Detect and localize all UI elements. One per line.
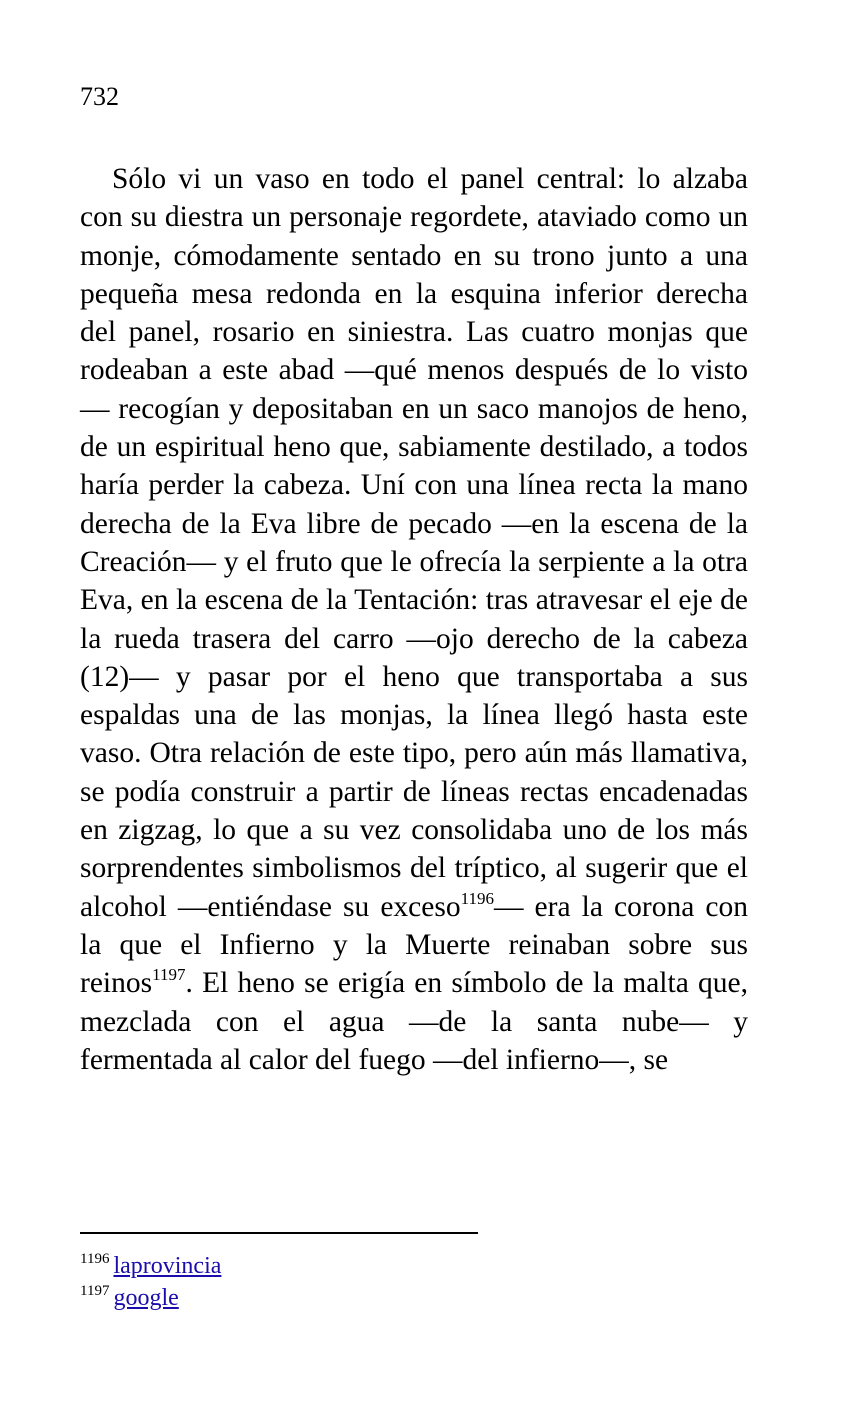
page-number: 732 — [80, 82, 119, 111]
footnote-link-google[interactable]: google — [113, 1285, 179, 1311]
footnote-number: 1197 — [80, 1283, 110, 1299]
footnote-ref-1196[interactable]: 1196 — [460, 888, 494, 908]
body-text-part-1: Sólo vi un vaso en todo el panel central: lo alzaba con su diestra un personaje regordete, ataviado como un monje, cómodamente sentado en su trono junto a una pequeña mesa redonda en la esquina inferior derecha del panel, rosario en siniestra. Las cuatro monjas que rodeaban a este abad —qué menos después de lo visto— recogían y depositaban en un saco manojos de heno, de un espiritual heno que, sabiamente destilado, a todos haría perder la cabeza. Uní con una línea recta la mano derecha de la Eva libre de pecado —en la escena de la Creación— y el fruto que le ofrecía la serpiente a la otra Eva, en la escena de la Tentación: tras atravesar el eje de la rueda trasera del carro —ojo derecho de la cabeza (12)— y pasar por el heno que transportaba a sus espaldas una de las monjas, la línea llegó hasta este vaso. Otra relación de este tipo, pero aún más llamativa, se podía construir a partir de líneas rectas encadenadas en zigzag, lo que a su vez consolidaba uno de los más sorprendentes simbolismos del tríptico, al sugerir que el alcohol —entiéndase su exceso — [80, 163, 748, 923]
footnote-link-laprovincia[interactable]: laprovincia — [113, 1253, 222, 1279]
body-paragraph — [80, 160, 748, 1079]
footnote-1196 — [80, 1250, 680, 1282]
footnote-1197 — [80, 1282, 680, 1314]
footnotes-section — [80, 1250, 680, 1314]
footnote-divider — [80, 1232, 478, 1234]
footnote-ref-1197[interactable]: 1197 — [152, 965, 186, 985]
body-text-part-3: . El heno se erigía en símbolo de la malta que, mezclada con el agua —de la santa nube— y fermentada al calor del fuego —del infierno—, se — [80, 967, 748, 1076]
body-text-part-2: — era la corona con la que el Infierno y la Muerte reinaban sobre sus reinos — [80, 890, 748, 1000]
footnote-number: 1196 — [80, 1251, 110, 1267]
